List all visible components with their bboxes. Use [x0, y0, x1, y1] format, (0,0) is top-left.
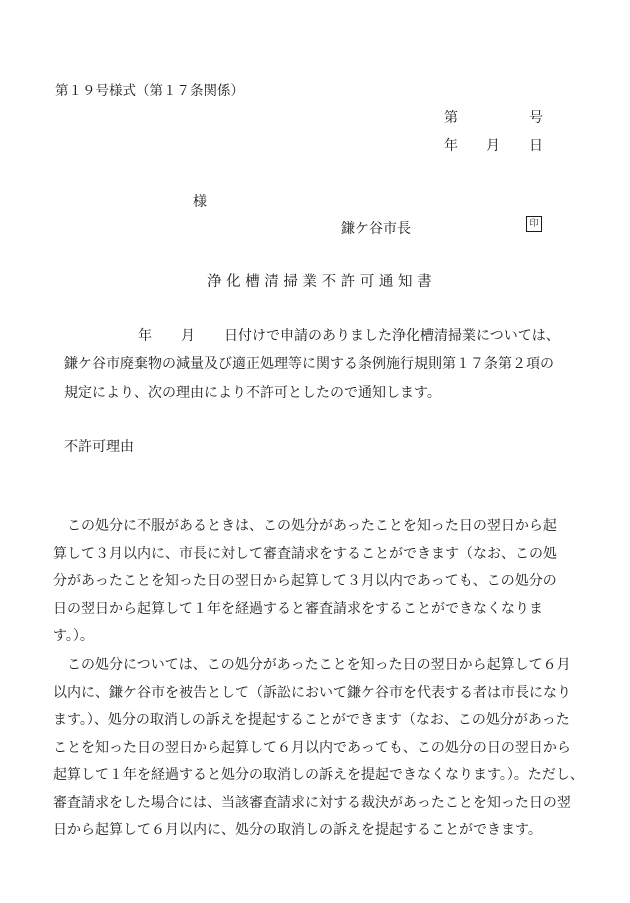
paragraph-line: す。）。	[53, 628, 94, 644]
paragraph-line: ます。）、処分の取消しの訴えを提起することができます（なお、この処分があった	[53, 712, 570, 728]
form-number: 第１９号様式（第１７条関係）	[55, 83, 244, 99]
paragraph-line: 算して３月以内に、市長に対して審査請求をすることができます（なお、この処	[53, 545, 557, 562]
document-number-suffix: 号	[529, 110, 543, 126]
issuer-name: 鎌ケ谷市長	[341, 221, 411, 237]
paragraph-line: 審査請求をした場合には、当該審査請求に対する裁決があったことを知った日の翌	[53, 794, 571, 811]
addressee-honorific: 様	[193, 194, 207, 210]
paragraph-line: この処分に不服があるときは、この処分があったことを知った日の翌日から起	[67, 518, 557, 534]
intro-line-3: 規定により、次の理由により不許可としたので通知します。	[64, 385, 441, 401]
intro-year: 年	[138, 328, 152, 344]
date-day-label: 日	[529, 138, 543, 154]
paragraph-line: ことを知った日の翌日から起算して６月以内であっても、この処分の日の翌日から	[53, 739, 571, 756]
reason-heading: 不許可理由	[64, 439, 134, 455]
paragraph-line: 日の翌日から起算して１年を経過すると審査請求をすることができなくなりま	[53, 600, 543, 617]
paragraph-line: 以内に、鎌ケ谷市を被告として（訴訟において鎌ケ谷市を代表する者は市長になり	[53, 684, 571, 701]
document-title: 浄化槽清掃業不許可通知書	[207, 274, 437, 290]
appeal-notice-paragraph	[53, 513, 588, 651]
intro-month: 月	[181, 328, 195, 344]
seal-mark: 印	[526, 216, 542, 232]
date-year-label: 年	[444, 138, 458, 154]
paragraph-line: 起算して１年を経過すると処分の取消しの訴えを提起できなくなります。）。ただし、	[53, 767, 584, 783]
intro-day-text: 日付けで申請のありました浄化槽清掃業については、	[224, 328, 560, 344]
date-month-label: 月	[486, 138, 500, 154]
paragraph-line: 日から起算して６月以内に、処分の取消しの訴えを提起することができます。	[53, 822, 542, 838]
intro-line-2: 鎌ケ谷市廃棄物の減量及び適正処理等に関する条例施行規則第１７条第２項の	[64, 356, 554, 372]
lawsuit-notice-paragraph	[53, 652, 588, 845]
paragraph-line: 分があったことを知った日の翌日から起算して３月以内であっても、この処分の	[53, 573, 557, 589]
paragraph-line: この処分については、この処分があったことを知った日の翌日から起算して６月	[67, 657, 571, 673]
document-number-prefix: 第	[444, 110, 458, 126]
intro-line-1	[138, 325, 560, 345]
